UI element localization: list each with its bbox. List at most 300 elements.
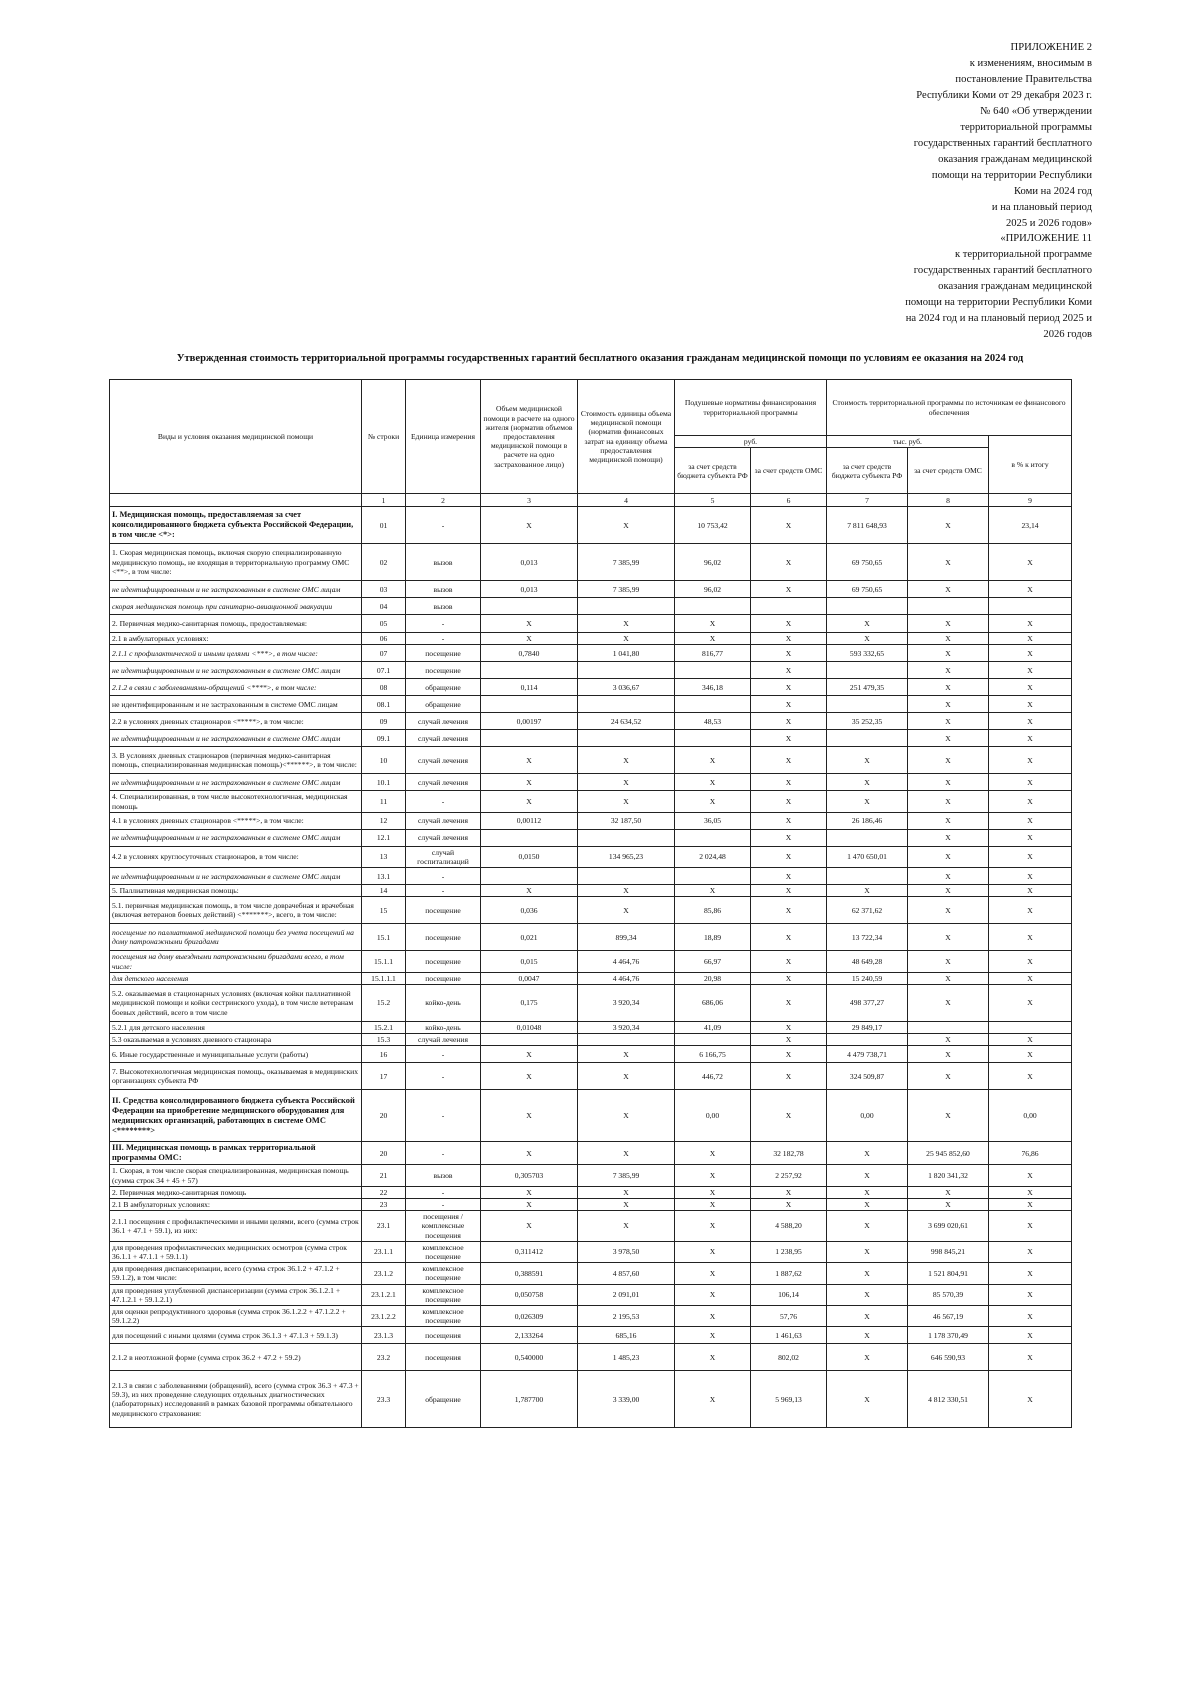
table-cell: 816,77 [675, 645, 751, 662]
header-budget-rf-2: за счет средств бюджета субъекта РФ [827, 448, 908, 494]
row-label: 4.1 в условиях дневных стационаров <*****>, в том числе: [110, 812, 362, 829]
header-line: ПРИЛОЖЕНИЕ 2 [1010, 42, 1092, 53]
table-cell: X [989, 679, 1072, 696]
table-cell [827, 1034, 908, 1046]
table-cell: X [827, 1344, 908, 1371]
table-cell: посещение [406, 645, 481, 662]
table-cell: X [908, 812, 989, 829]
row-label: скорая медицинская помощь при санитарно-авиационной эвакуации [110, 598, 362, 615]
table-cell [675, 868, 751, 885]
table-cell: 15 [362, 897, 406, 924]
table-row [110, 1063, 1072, 1090]
table-cell: X [481, 1186, 578, 1198]
table-cell [989, 1022, 1072, 1034]
table-cell: - [406, 868, 481, 885]
table-cell: 0,036 [481, 897, 578, 924]
row-label: 1. Скорая медицинская помощь, включая скорую специализированную медицинскую помощь, не входящая в территориальную программу ОМС <**>, в том числе: [110, 544, 362, 581]
table-cell: комплексное посещение [406, 1306, 481, 1327]
table-cell: X [908, 696, 989, 713]
table-cell: X [908, 972, 989, 984]
table-cell: 11 [362, 791, 406, 812]
table-cell [908, 1022, 989, 1034]
table-cell: 0,00197 [481, 713, 578, 730]
table-cell [481, 730, 578, 747]
table-cell: X [481, 1046, 578, 1063]
row-label: не идентифицированным и не застрахованным в системе ОМС лицам [110, 774, 362, 791]
row-label: 2.1.1 с профилактической и иными целями <***>, в том числе: [110, 645, 362, 662]
table-row [110, 1211, 1072, 1242]
table-cell: X [578, 791, 675, 812]
table-cell: 4 479 738,71 [827, 1046, 908, 1063]
header-oms-2: за счет средств ОМС [908, 448, 989, 494]
header-types: Виды и условия оказания медицинской помощи [110, 380, 362, 494]
table-cell: X [989, 1199, 1072, 1211]
table-cell: 35 252,35 [827, 713, 908, 730]
table-row [110, 774, 1072, 791]
table-cell: случай лечения [406, 829, 481, 846]
row-label: 7. Высокотехнологичная медицинская помощь, оказываемая в медицинских организациях субъекта РФ [110, 1063, 362, 1090]
table-cell: 15 240,59 [827, 972, 908, 984]
table-cell: 69 750,65 [827, 544, 908, 581]
row-label: 3. В условиях дневных стационаров (первичная медико-санитарная помощь, специализированная медицинская помощь)<******>, в том числе: [110, 747, 362, 774]
table-cell: X [908, 662, 989, 679]
table-cell: X [578, 1186, 675, 1198]
table-cell: X [989, 791, 1072, 812]
table-cell: 15.1.1 [362, 951, 406, 972]
table-cell: X [481, 1090, 578, 1142]
header-line: к территориальной программе [954, 249, 1092, 260]
table-cell: X [989, 747, 1072, 774]
table-cell: X [751, 972, 827, 984]
table-cell: X [751, 1063, 827, 1090]
header-line: «ПРИЛОЖЕНИЕ 11 [1000, 233, 1092, 244]
table-cell: X [908, 951, 989, 972]
table-cell: 251 479,35 [827, 679, 908, 696]
table-cell: 76,86 [989, 1142, 1072, 1165]
table-cell: X [675, 1327, 751, 1344]
table-cell: 15.2 [362, 985, 406, 1022]
table-cell: 62 371,62 [827, 897, 908, 924]
table-cell: 0,050758 [481, 1284, 578, 1305]
table-row [110, 1284, 1072, 1305]
table-cell: X [989, 581, 1072, 598]
table-cell: 1 485,23 [578, 1344, 675, 1371]
table-cell: X [989, 1063, 1072, 1090]
table-cell: X [827, 774, 908, 791]
table-row [110, 679, 1072, 696]
table-cell: 05 [362, 615, 406, 633]
table-cell: 134 965,23 [578, 846, 675, 867]
table-cell: X [578, 1211, 675, 1242]
table-cell: X [751, 868, 827, 885]
table-cell: X [989, 1306, 1072, 1327]
table-cell: X [908, 774, 989, 791]
table-cell: X [989, 1371, 1072, 1428]
table-cell: X [989, 662, 1072, 679]
table-cell: 07 [362, 645, 406, 662]
table-row [110, 791, 1072, 812]
table-cell: случай лечения [406, 730, 481, 747]
table-cell: X [827, 615, 908, 633]
table-cell: 4 464,76 [578, 951, 675, 972]
table-cell: X [675, 1165, 751, 1186]
table-cell: 0,00112 [481, 812, 578, 829]
table-cell: 08 [362, 679, 406, 696]
table-cell: X [989, 812, 1072, 829]
table-cell: 23.1.2 [362, 1263, 406, 1284]
table-cell: 02 [362, 544, 406, 581]
table-cell: 685,16 [578, 1327, 675, 1344]
table-cell [827, 662, 908, 679]
table-cell: 12.1 [362, 829, 406, 846]
table-cell: - [406, 1142, 481, 1165]
table-cell: 2 091,01 [578, 1284, 675, 1305]
row-label: для оценки репродуктивного здоровья (сумма строк 36.1.2.2 + 47.1.2.2 + 59.1.2.2) [110, 1306, 362, 1327]
table-cell: 0,021 [481, 924, 578, 951]
table-cell: 498 377,27 [827, 985, 908, 1022]
table-cell: 4 812 330,51 [908, 1371, 989, 1428]
row-label: не идентифицированным и не застрахованным в системе ОМС лицам [110, 581, 362, 598]
header-budget-rf: за счет средств бюджета субъекта РФ [675, 448, 751, 494]
table-cell: случай лечения [406, 1034, 481, 1046]
header-line: и на плановый период [991, 202, 1092, 213]
row-label: не идентифицированным и не застрахованным в системе ОМС лицам [110, 662, 362, 679]
header-line: территориальной программы [960, 122, 1092, 133]
table-cell: случай лечения [406, 774, 481, 791]
table-cell: X [908, 679, 989, 696]
table-cell: - [406, 1090, 481, 1142]
header-line: постановление Правительства [955, 74, 1092, 85]
table-cell [578, 829, 675, 846]
row-label: не идентифицированным и не застрахованным в системе ОМС лицам [110, 730, 362, 747]
table-cell: X [481, 1199, 578, 1211]
table-cell: X [751, 885, 827, 897]
header-line: 2025 и 2026 годов» [1005, 218, 1092, 229]
header-line: на 2024 год и на плановый период 2025 и [905, 313, 1092, 324]
table-row [110, 924, 1072, 951]
table-row [110, 1046, 1072, 1063]
table-row [110, 1306, 1072, 1327]
table-cell: X [908, 581, 989, 598]
table-cell: X [989, 846, 1072, 867]
header-line: государственных гарантий бесплатного [913, 138, 1092, 149]
table-cell: 57,76 [751, 1306, 827, 1327]
table-cell: 15.3 [362, 1034, 406, 1046]
table-cell: 324 509,87 [827, 1063, 908, 1090]
cost-table [109, 379, 1072, 1428]
table-cell: X [578, 774, 675, 791]
table-cell: - [406, 1199, 481, 1211]
table-cell: X [827, 1263, 908, 1284]
table-cell [675, 730, 751, 747]
table-cell [989, 598, 1072, 615]
row-label: для проведения углубленной диспансеризации (сумма строк 36.1.2.1 + 47.1.2.1 + 59.1.2.1) [110, 1284, 362, 1305]
table-cell: 15.1.1.1 [362, 972, 406, 984]
table-cell: 0,00 [675, 1090, 751, 1142]
table-cell: 3 339,00 [578, 1371, 675, 1428]
table-cell: посещения / комплексные посещения [406, 1211, 481, 1242]
table-cell: 48 649,28 [827, 951, 908, 972]
table-cell: X [908, 1063, 989, 1090]
row-label: 5.2. оказываемая в стационарных условиях (включая койки паллиативной медицинской помощи и койки сестринского ухода), в том числе ветеранам боевых действий, всего в том числе [110, 985, 362, 1022]
table-cell: 23.1.1 [362, 1241, 406, 1262]
table-cell: 106,14 [751, 1284, 827, 1305]
column-number: 4 [578, 494, 675, 507]
table-cell: 7 385,99 [578, 1165, 675, 1186]
table-cell: 23,14 [989, 507, 1072, 544]
table-cell: X [908, 791, 989, 812]
table-cell: X [989, 1034, 1072, 1046]
table-cell: 0,01048 [481, 1022, 578, 1034]
table-cell: X [827, 1284, 908, 1305]
table-cell [481, 696, 578, 713]
table-cell: 4 464,76 [578, 972, 675, 984]
table-cell: 07.1 [362, 662, 406, 679]
table-cell: X [908, 615, 989, 633]
table-cell: 0,175 [481, 985, 578, 1022]
table-cell [578, 1034, 675, 1046]
table-cell: X [675, 615, 751, 633]
table-cell: X [908, 1186, 989, 1198]
table-cell: 13.1 [362, 868, 406, 885]
row-label: 2.2 в условиях дневных стационаров <*****>, в том числе: [110, 713, 362, 730]
table-cell: - [406, 615, 481, 633]
row-label: 2.1 в амбулаторных условиях: [110, 633, 362, 645]
header-group-norms: Подушевые нормативы финансирования территориальной программы [675, 380, 827, 436]
table-cell: 09 [362, 713, 406, 730]
table-cell: 0,015 [481, 951, 578, 972]
table-cell: X [751, 645, 827, 662]
row-label: для проведения диспансеризации, всего (сумма строк 36.1.2 + 47.1.2 + 59.1.2), в том числе: [110, 1263, 362, 1284]
table-cell: X [751, 544, 827, 581]
table-cell [578, 662, 675, 679]
table-cell: посещение [406, 972, 481, 984]
table-cell [578, 696, 675, 713]
header-cost: Стоимость единицы объема медицинской помощи (норматив финансовых затрат на единицу объема предоставления медицинской помощи) [578, 380, 675, 494]
table-cell: 0,013 [481, 581, 578, 598]
table-cell: 646 590,93 [908, 1344, 989, 1371]
table-cell: 1 041,80 [578, 645, 675, 662]
table-row [110, 713, 1072, 730]
table-cell: случай госпитализаций [406, 846, 481, 867]
table-cell: X [751, 951, 827, 972]
table-row [110, 747, 1072, 774]
table-cell: случай лечения [406, 747, 481, 774]
table-cell: 23.3 [362, 1371, 406, 1428]
table-row [110, 730, 1072, 747]
header-line: № 640 «Об утверждении [980, 106, 1092, 117]
table-cell: X [908, 633, 989, 645]
header-line: Коми на 2024 год [1014, 186, 1092, 197]
table-cell: X [989, 972, 1072, 984]
table-cell: X [675, 1241, 751, 1262]
table-cell: 446,72 [675, 1063, 751, 1090]
table-cell: X [908, 897, 989, 924]
header-row-no: № строки [362, 380, 406, 494]
table-cell [675, 662, 751, 679]
table-cell: 96,02 [675, 581, 751, 598]
table-cell: X [989, 615, 1072, 633]
table-cell: 10.1 [362, 774, 406, 791]
table-cell: 08.1 [362, 696, 406, 713]
table-cell: 5 969,13 [751, 1371, 827, 1428]
table-cell: X [989, 1211, 1072, 1242]
table-cell: 3 699 020,61 [908, 1211, 989, 1242]
table-cell: случай лечения [406, 812, 481, 829]
table-row [110, 615, 1072, 633]
appendix-2-header [914, 40, 1092, 232]
table-cell: 2,133264 [481, 1327, 578, 1344]
table-cell: X [751, 662, 827, 679]
table-row [110, 985, 1072, 1022]
table-cell [827, 829, 908, 846]
table-row [110, 1327, 1072, 1344]
header-rub: руб. [675, 436, 827, 448]
table-cell: 15.1 [362, 924, 406, 951]
table-cell: 18,89 [675, 924, 751, 951]
row-label: 2. Первичная медико-санитарная помощь [110, 1186, 362, 1198]
table-cell: 2 195,53 [578, 1306, 675, 1327]
table-cell: обращение [406, 679, 481, 696]
table-cell: X [827, 1371, 908, 1428]
table-cell: посещение [406, 951, 481, 972]
table-cell: 7 385,99 [578, 581, 675, 598]
row-label: 2.1.3 в связи с заболеваниями (обращений), всего (сумма строк 36.3 + 47.3 + 59.3), из них проведение следующих отдельных диагностических (лабораторных) исследований в рамках базовой программы обязательного медицинского страхования: [110, 1371, 362, 1428]
table-cell: X [751, 679, 827, 696]
table-cell: X [675, 791, 751, 812]
table-cell: X [675, 1371, 751, 1428]
table-cell: 10 753,42 [675, 507, 751, 544]
table-row [110, 662, 1072, 679]
table-cell: 0,00 [827, 1090, 908, 1142]
table-cell: 0,0047 [481, 972, 578, 984]
table-cell: X [675, 1344, 751, 1371]
table-cell: 1 178 370,49 [908, 1327, 989, 1344]
table-cell [481, 1034, 578, 1046]
table-cell: X [481, 615, 578, 633]
row-label: 5. Паллиативная медицинская помощь: [110, 885, 362, 897]
table-cell: койко-день [406, 985, 481, 1022]
table-row [110, 1344, 1072, 1371]
table-row [110, 633, 1072, 645]
table-cell: - [406, 507, 481, 544]
table-cell: X [578, 747, 675, 774]
table-cell: X [751, 791, 827, 812]
row-label: I. Медицинская помощь, предоставляемая за счет консолидированного бюджета субъекта Российской Федерации, в том числе <*>: [110, 507, 362, 544]
table-cell: 998 845,21 [908, 1241, 989, 1262]
table-cell: X [827, 791, 908, 812]
header-line: государственных гарантий бесплатного [913, 265, 1092, 276]
table-cell: комплексное посещение [406, 1284, 481, 1305]
table-cell: X [751, 1046, 827, 1063]
table-cell: X [908, 544, 989, 581]
table-cell: X [989, 1186, 1072, 1198]
table-cell: 0,026309 [481, 1306, 578, 1327]
table-cell: X [675, 885, 751, 897]
table-cell: 2 024,48 [675, 846, 751, 867]
table-cell: X [908, 846, 989, 867]
table-cell: X [908, 1034, 989, 1046]
table-cell: X [751, 829, 827, 846]
table-cell: X [989, 985, 1072, 1022]
row-label: не идентифицированным и не застрахованным в системе ОМС лицам [110, 696, 362, 713]
row-label: для детского населения [110, 972, 362, 984]
column-number: 3 [481, 494, 578, 507]
table-cell: 3 920,34 [578, 985, 675, 1022]
table-cell: X [751, 924, 827, 951]
table-cell: 16 [362, 1046, 406, 1063]
table-cell: X [481, 774, 578, 791]
table-cell: 686,06 [675, 985, 751, 1022]
table-cell: X [908, 645, 989, 662]
table-cell [675, 696, 751, 713]
table-cell: посещения [406, 1344, 481, 1371]
table-cell: X [751, 581, 827, 598]
table-row [110, 846, 1072, 867]
table-cell: 7 385,99 [578, 544, 675, 581]
table-cell: 346,18 [675, 679, 751, 696]
table-cell: X [827, 1186, 908, 1198]
table-cell: X [908, 924, 989, 951]
table-cell: 29 849,17 [827, 1022, 908, 1034]
column-number: 6 [751, 494, 827, 507]
table-cell: X [675, 1186, 751, 1198]
table-row [110, 1142, 1072, 1165]
table-cell: 04 [362, 598, 406, 615]
table-cell: 23.1.2.1 [362, 1284, 406, 1305]
row-label: 2.1.2 в неотложной форме (сумма строк 36.2 + 47.2 + 59.2) [110, 1344, 362, 1371]
table-cell: 802,02 [751, 1344, 827, 1371]
table-cell: 85,86 [675, 897, 751, 924]
table-cell: 2 257,92 [751, 1165, 827, 1186]
table-cell: X [578, 885, 675, 897]
table-row [110, 951, 1072, 972]
table-cell: 48,53 [675, 713, 751, 730]
table-cell: 593 332,65 [827, 645, 908, 662]
table-cell: X [675, 1306, 751, 1327]
table-cell: X [751, 615, 827, 633]
row-label: 6. Иные государственные и муниципальные услуги (работы) [110, 1046, 362, 1063]
header-line: Республики Коми от 29 декабря 2023 г. [916, 90, 1092, 101]
table-row [110, 645, 1072, 662]
table-cell: комплексное посещение [406, 1241, 481, 1262]
table-cell: 23.1 [362, 1211, 406, 1242]
table-row [110, 1241, 1072, 1262]
table-cell: X [751, 507, 827, 544]
table-cell: 20 [362, 1142, 406, 1165]
table-cell: 0,114 [481, 679, 578, 696]
table-cell: X [751, 747, 827, 774]
table-cell: 01 [362, 507, 406, 544]
table-cell: X [751, 897, 827, 924]
table-cell [578, 598, 675, 615]
table-cell: X [578, 1090, 675, 1142]
table-cell: 13 722,34 [827, 924, 908, 951]
table-cell: 1,787700 [481, 1371, 578, 1428]
table-cell: - [406, 791, 481, 812]
table-cell [675, 829, 751, 846]
table-cell: 10 [362, 747, 406, 774]
row-label: 5.1. первичная медицинская помощь, в том числе доврачебная и врачебная (включая ветеранов боевых действий) <*******>, всего, в том числе: [110, 897, 362, 924]
table-cell: X [481, 1063, 578, 1090]
table-cell: посещение [406, 924, 481, 951]
table-cell [827, 598, 908, 615]
table-row [110, 829, 1072, 846]
table-cell: X [578, 1046, 675, 1063]
table-cell: 32 182,78 [751, 1142, 827, 1165]
table-cell: 23.1.3 [362, 1327, 406, 1344]
table-cell: вызов [406, 598, 481, 615]
